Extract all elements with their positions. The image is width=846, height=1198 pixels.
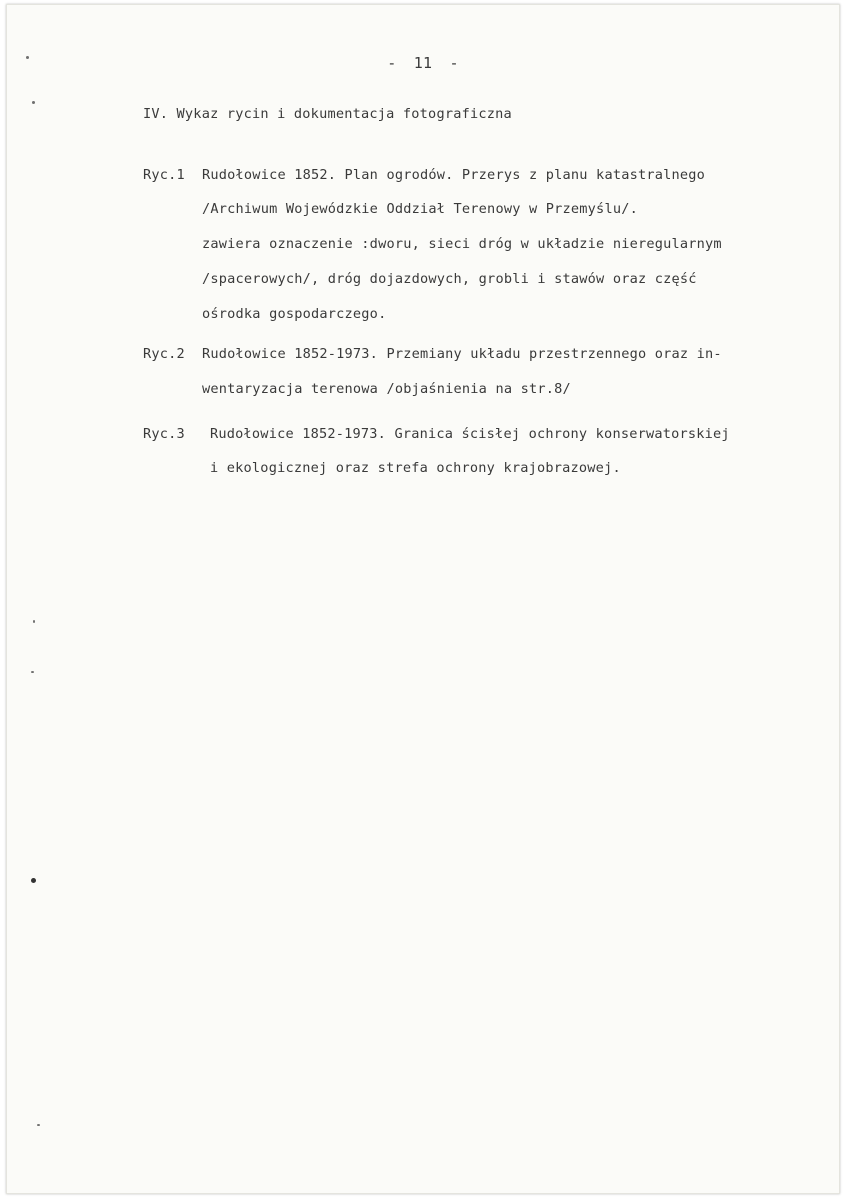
scan-speck <box>33 620 35 623</box>
entry-line: zawiera oznaczenie :dworu, sieci dróg w układzie nieregularnym <box>202 236 722 252</box>
scan-speck <box>31 878 36 883</box>
entry-label: Ryc.2 <box>143 346 185 362</box>
entry-label: Ryc.3 <box>143 426 185 442</box>
scan-speck <box>37 1124 40 1126</box>
entry-line: ośrodka gospodarczego. <box>202 306 387 322</box>
entry-line: /spacerowych/, dróg dojazdowych, grobli i stawów oraz część <box>202 271 697 287</box>
scan-speck <box>31 671 34 673</box>
entry-line: Rudołowice 1852-1973. Granica ścisłej ochrony konserwatorskiej <box>210 426 730 442</box>
entry-line: wentaryzacja terenowa /objaśnienia na str.8/ <box>202 381 571 397</box>
page-number: - 11 - <box>387 54 459 72</box>
scan-speck <box>32 101 35 104</box>
entry-label: Ryc.1 <box>143 167 185 183</box>
entry-line: /Archiwum Wojewódzkie Oddział Terenowy w Przemyślu/. <box>202 201 638 217</box>
entry-line: Rudołowice 1852-1973. Przemiany układu przestrzennego oraz in- <box>202 346 722 362</box>
entry-line: i ekologicznej oraz strefa ochrony krajobrazowej. <box>210 460 621 476</box>
entry-line: Rudołowice 1852. Plan ogrodów. Przerys z planu katastralnego <box>202 167 706 183</box>
section-heading: IV. Wykaz rycin i dokumentacja fotograficzna <box>143 106 512 122</box>
